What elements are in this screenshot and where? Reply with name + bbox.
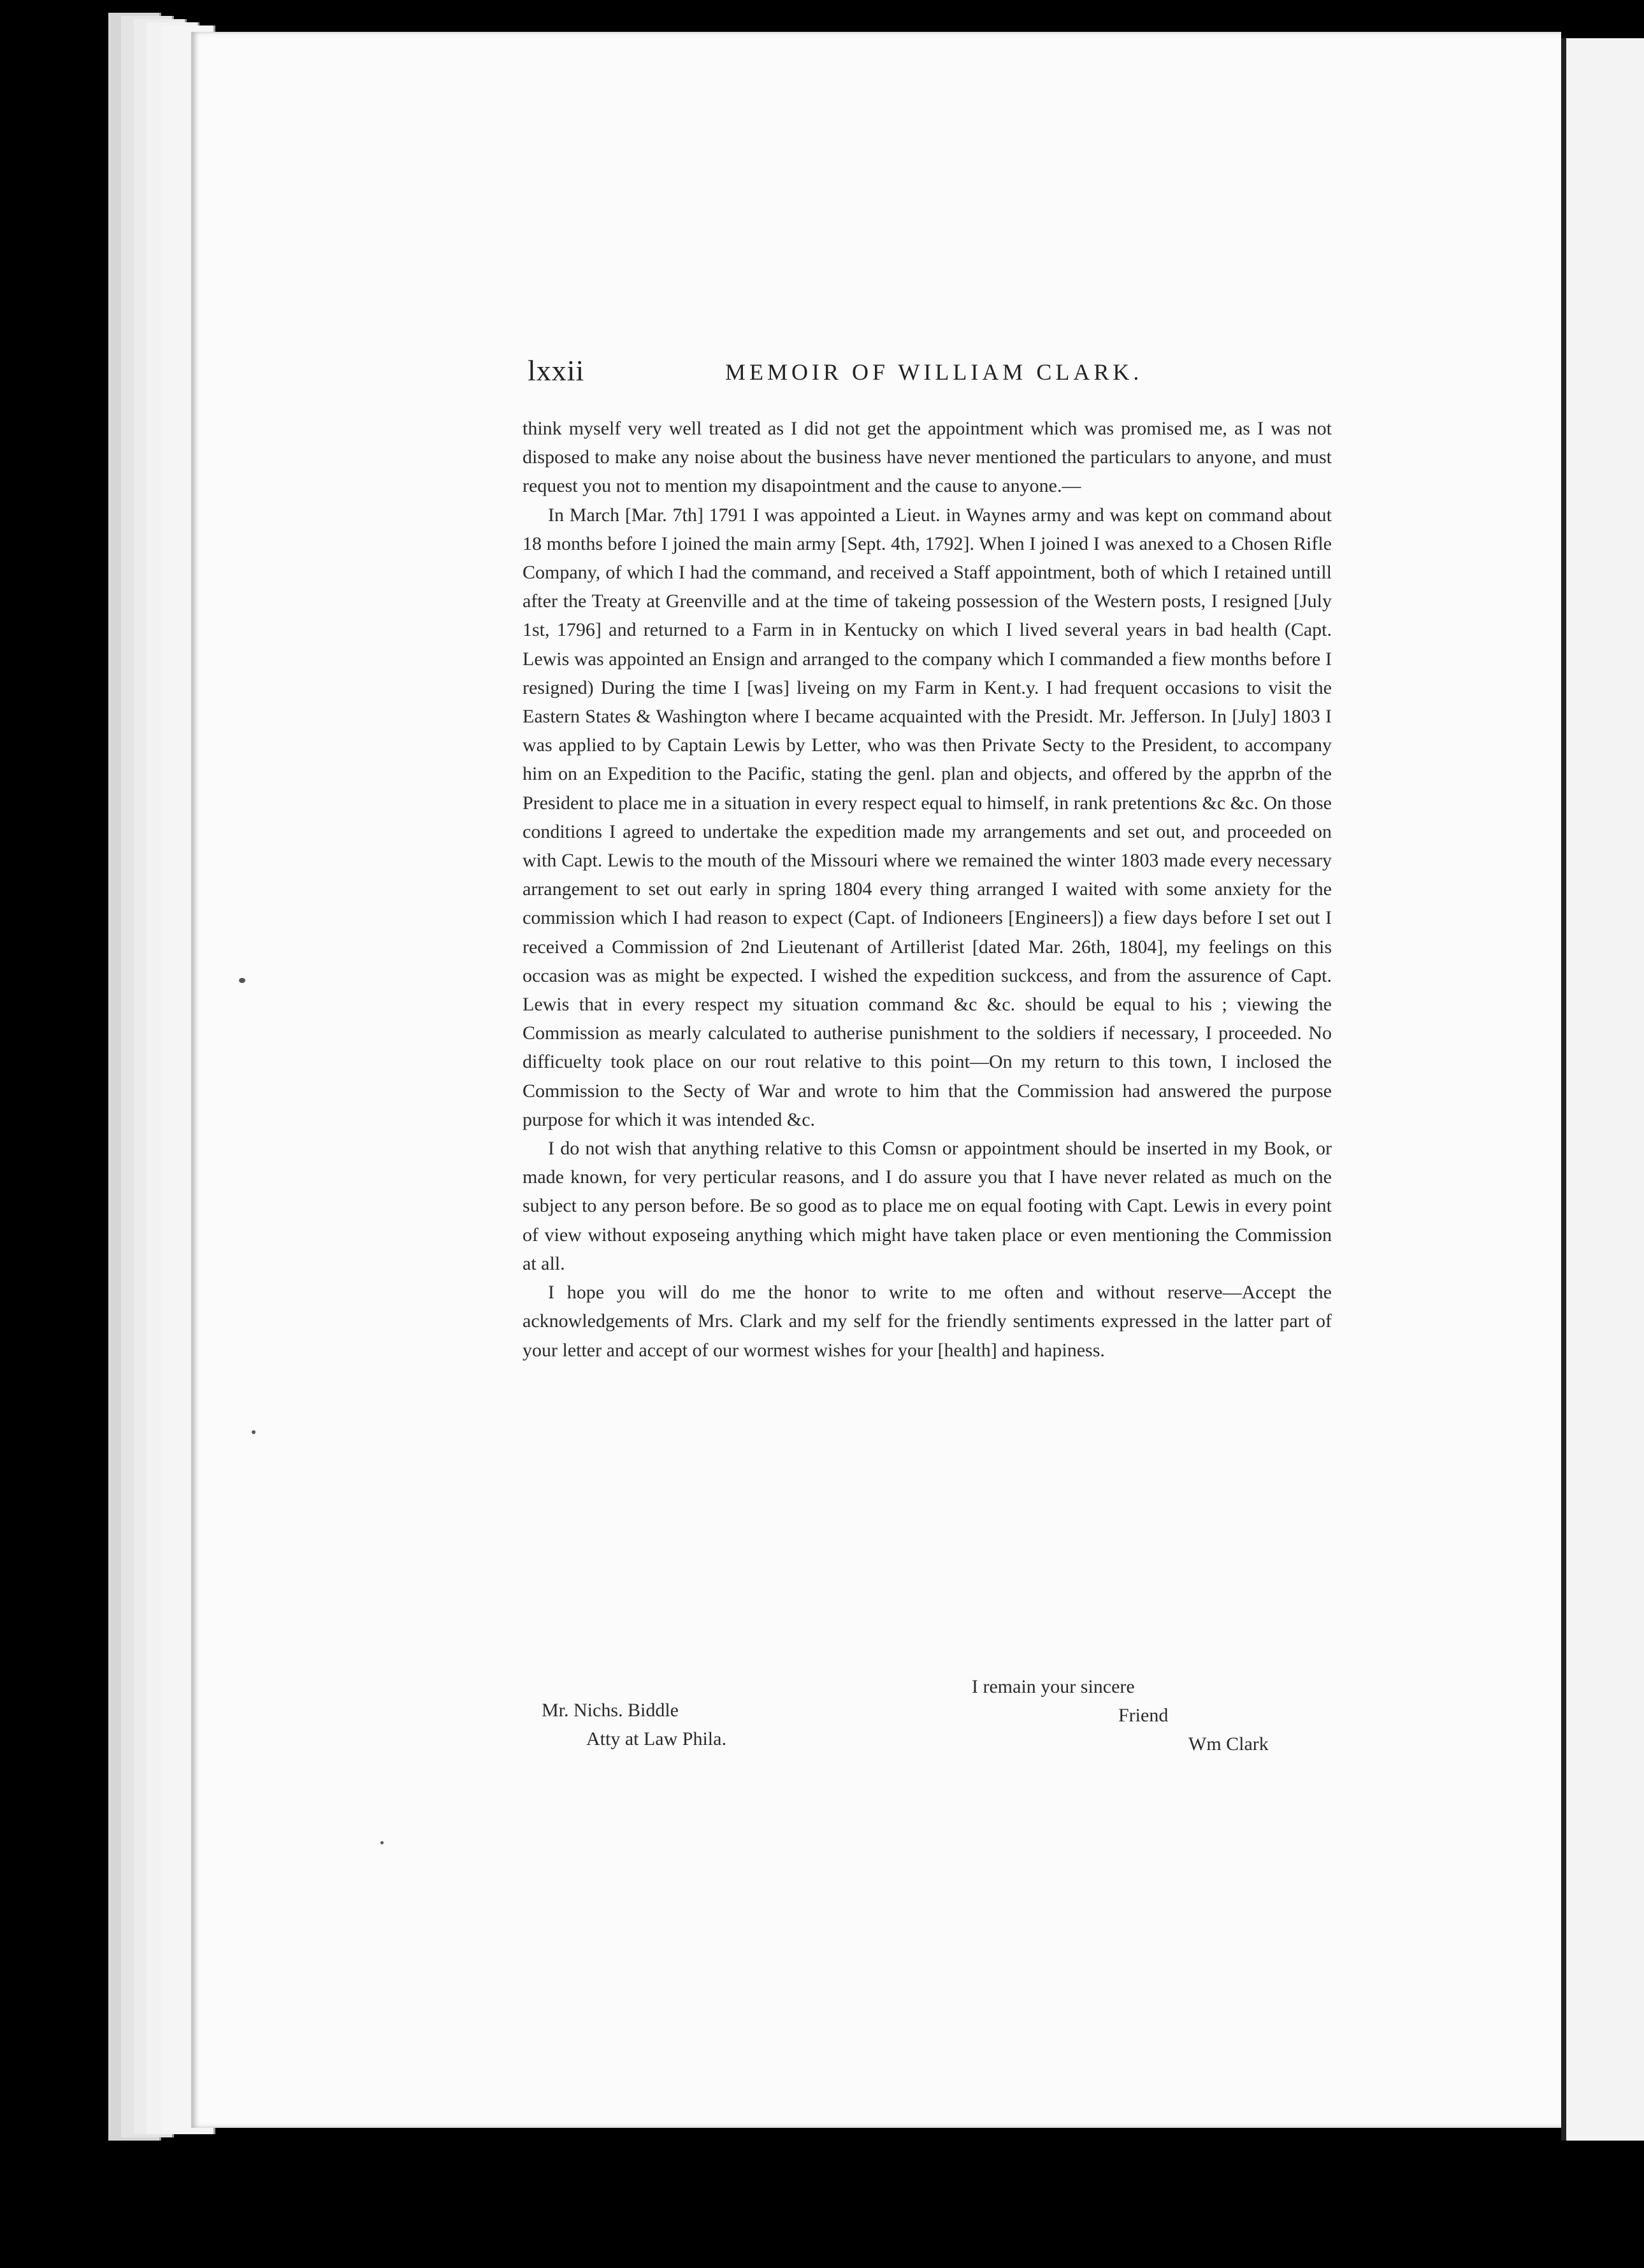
letter-closing — [972, 1672, 1269, 1758]
addressee-block — [542, 1696, 726, 1753]
page-number: lxxii — [528, 354, 585, 387]
page-header — [528, 354, 1337, 392]
paragraph: think myself very well treated as I did not get the appointment which was promised me, as I was not disposed to make any noise about the business have never mentioned the particulars to anyone, and must request you not to mention my disapointment and the cause to anyone.— — [523, 418, 1332, 497]
scan-speck — [252, 1430, 256, 1434]
signature: Wm Clark — [1188, 1733, 1269, 1755]
addressee-name: Mr. Nichs. Biddle — [542, 1700, 679, 1721]
letter-body — [523, 414, 1332, 1365]
scan-speck — [380, 1841, 384, 1844]
closing-line: I remain your sincere — [972, 1676, 1135, 1697]
scan-speck — [239, 978, 245, 983]
paragraph: I do not wish that anything relative to this Comsn or appointment should be inserted in my Book, or made known, for very perticular reasons, and I do assure you that I have never related as much on the subject to any person before. Be so good as to place me on equal footing with Capt. Lewis in every point of view without exposeing anything which might have taken place or even mentioning the Commission at all. — [523, 1138, 1332, 1274]
paragraph: I hope you will do me the honor to write to me often and without reserve—Accept the acknowledgements of Mrs. Clark and my self for the friendly sentiments expressed in the latter part of your letter and accept of our wormest wishes for your [health] and hapiness. — [523, 1282, 1332, 1361]
running-head: MEMOIR OF WILLIAM CLARK. — [725, 359, 1143, 385]
paragraph: In March [Mar. 7th] 1791 I was appointed a Lieut. in Waynes army and was kept on command about 18 months before I joined the main army [Sept. 4th, 1792]. When I joined I was anexed to a Chosen Rifle Company, of which I had the command, and received a Staff appointment, both of which I retained untill after the Treaty at Greenville and at the time of takeing possession of the Western posts, I resigned [July 1st, 1796] and returned to a Farm in in Kentucky on which I lived several years in bad health (Capt. Lewis was appointed an Ensign and arranged to the company which I commanded a fiew months before I resigned) During the time I [was] liveing on my Farm in Kent.y. I had frequent occasions to visit the Eastern States & Washington where I became acquainted with the Presidt. Mr. Jefferson. In [July] 1803 I was applied to by Captain Lewis by Letter, who was then Private Secty to the President, to accompany him on an Expedition to the Pacific, stating the genl. plan and objects, and offered by the apprbn of the President to place me in a situation in every respect equal to himself, in rank pretentions &c &c. On those conditions I agreed to undertake the expedition made my arrangements and set out, and proceeded on with Capt. Lewis to the mouth of the Missouri where we remained the winter 1803 made every necessary arrangement to set out early in spring 1804 every thing arranged I waited with some anxiety for the commission which I had reason to expect (Capt. of Indioneers [Engineers]) a fiew days before I set out I received a Commission of 2nd Lieutenant of Artillerist [dated Mar. 26th, 1804], my feelings on this occasion was as might be expected. I wished the expedition suckcess, and from the assurence of Capt. Lewis that in every respect my situation command &c &c. should be equal to his ; viewing the Commission as mearly calculated to autherise punishment to the soldiers if necessary, I proceeded. No difficuelty took place on our rout relative to this point—On my return to this town, I inclosed the Commission to the Secty of War and wrote to him that the Commission had answered the purpose purpose for which it was intended &c. — [523, 504, 1332, 1130]
facing-page-edge — [1561, 38, 1644, 2141]
addressee-address: Atty at Law Phila. — [586, 1728, 726, 1749]
closing-line: Friend — [1118, 1705, 1169, 1726]
